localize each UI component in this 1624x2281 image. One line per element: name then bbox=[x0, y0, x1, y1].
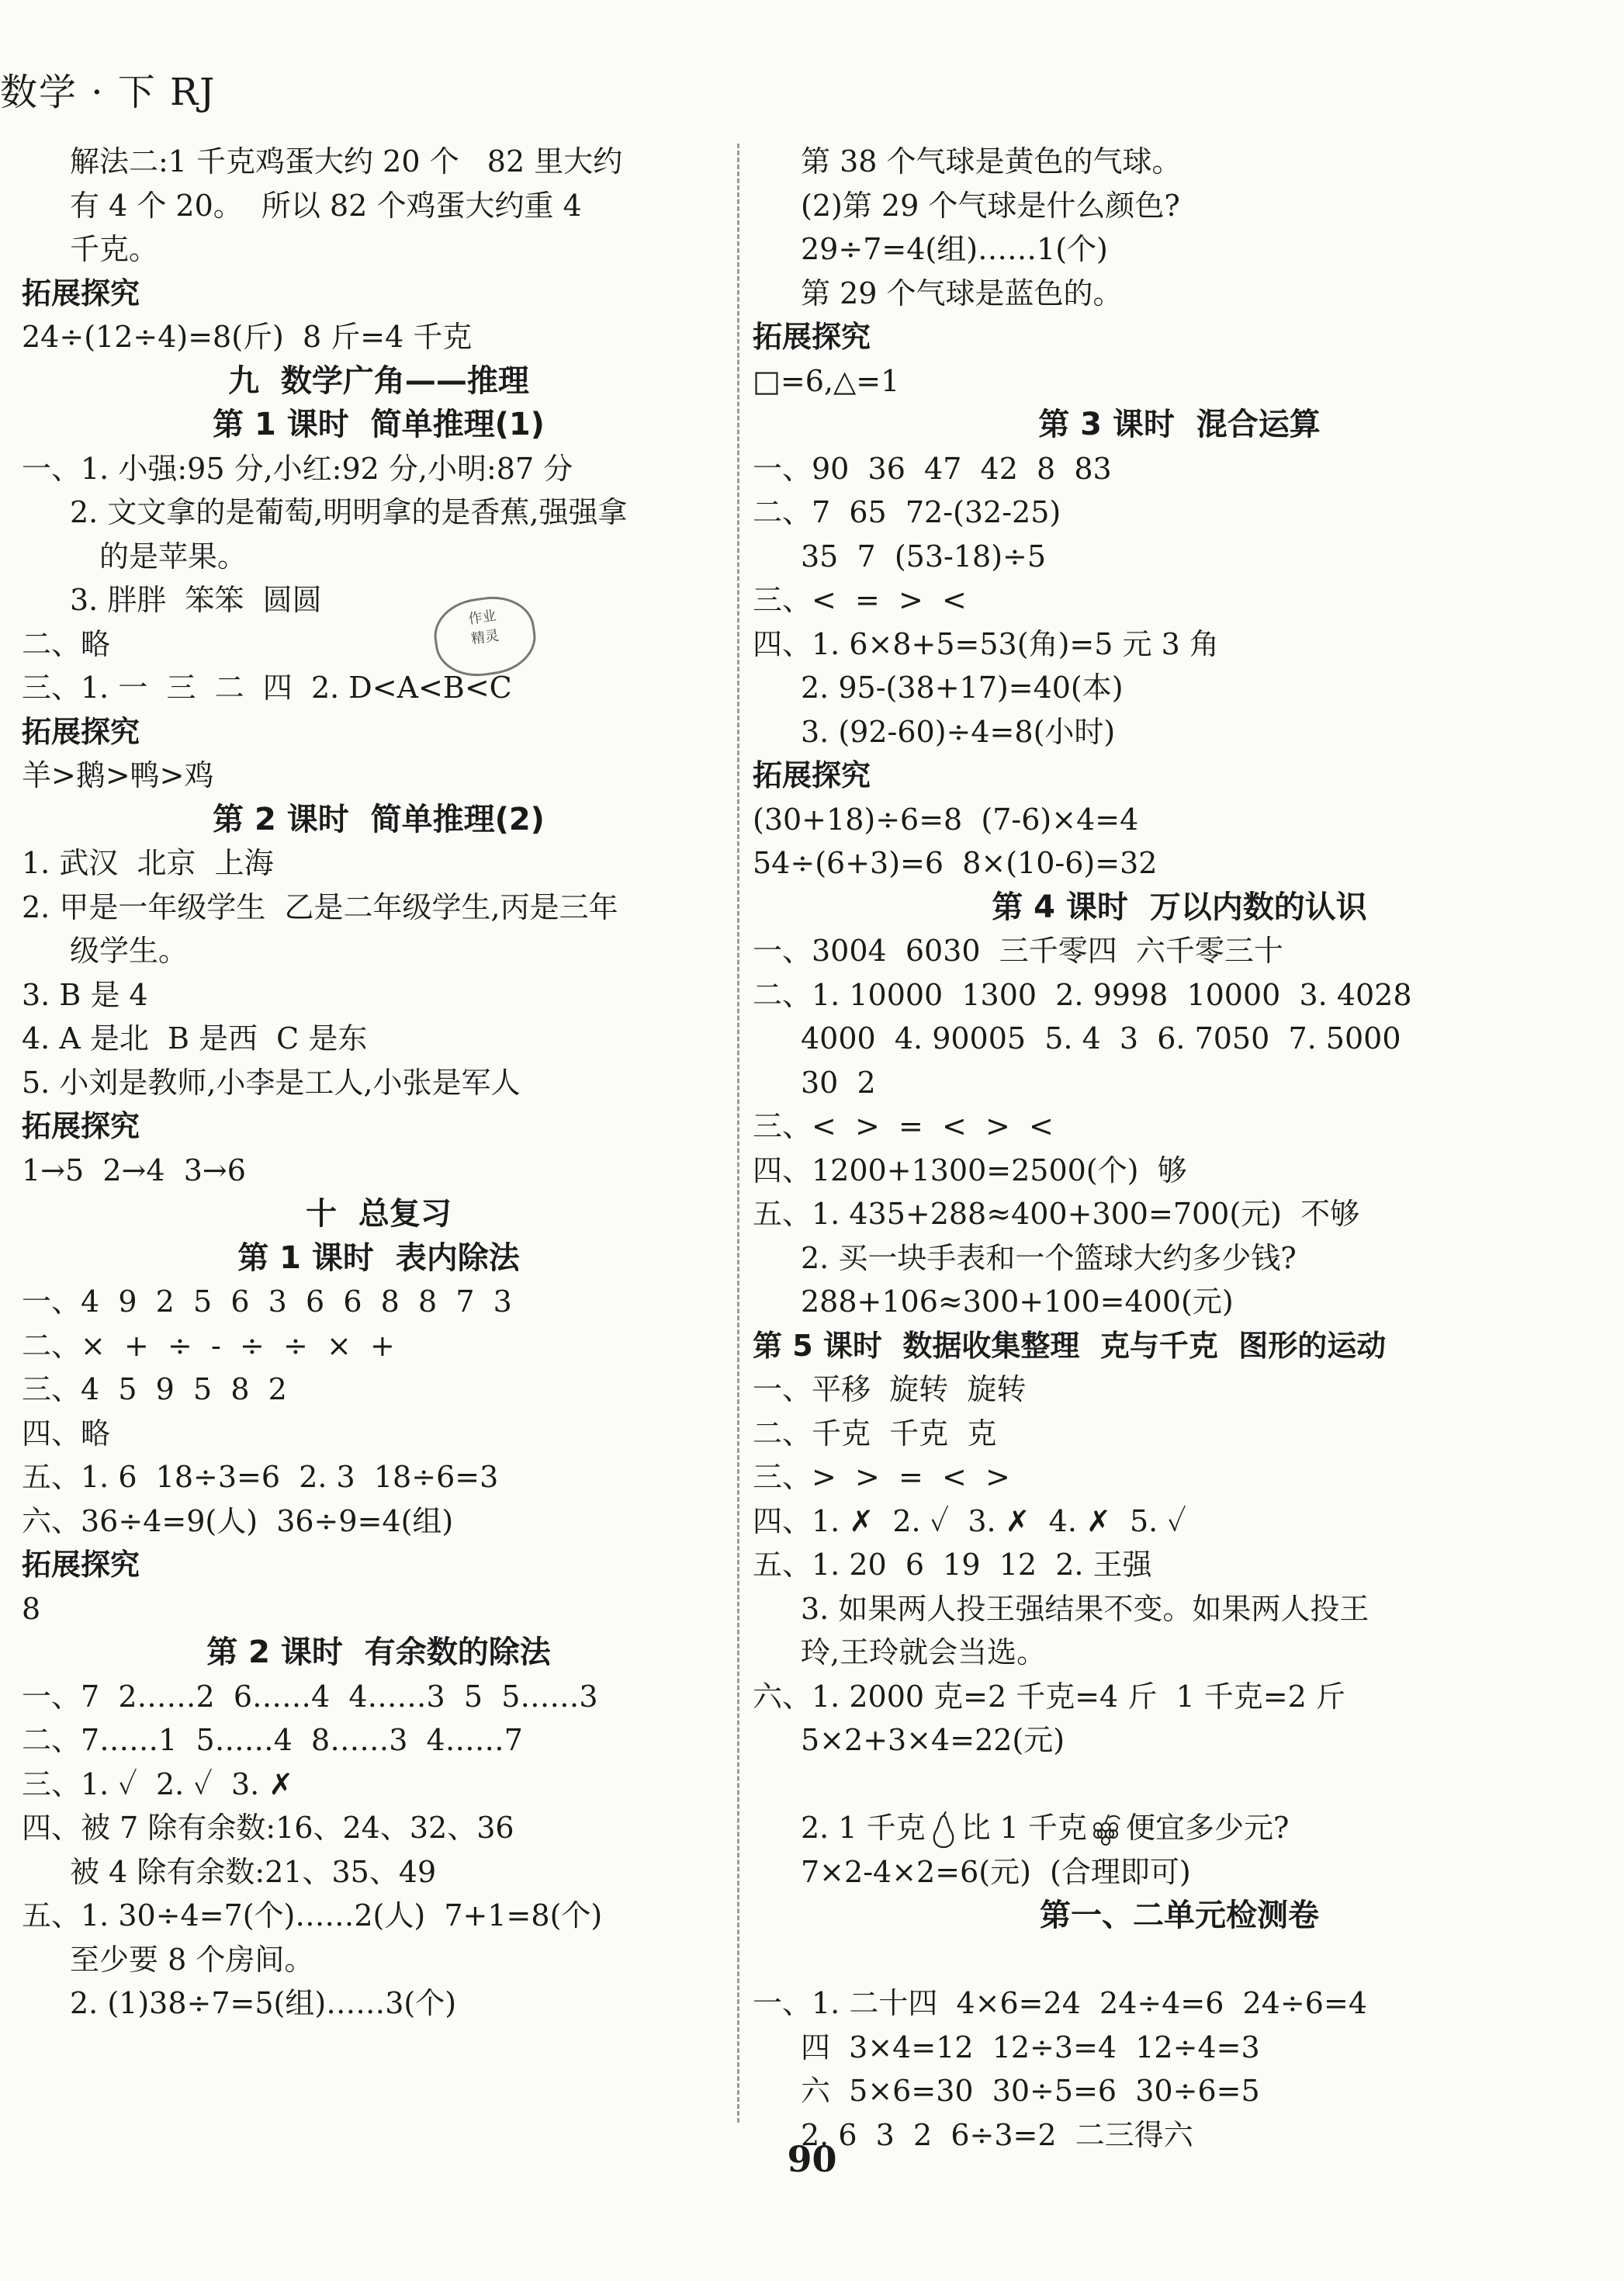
answer-line: 288+106≈300+100=400(元) bbox=[801, 1284, 1234, 1319]
answer-line: 千克。 bbox=[70, 232, 159, 266]
grapes-icon bbox=[1087, 1811, 1126, 1845]
section-heading: 拓展探究 bbox=[22, 276, 140, 310]
answer-line: 8 bbox=[22, 1591, 41, 1626]
answer-line: 二、× + ÷ - ÷ ÷ × + bbox=[22, 1328, 395, 1363]
answer-line: 四、被 7 除有余数:16、24、32、36 bbox=[22, 1811, 514, 1845]
answer-line: 有 4 个 20。 所以 82 个鸡蛋大约重 4 bbox=[70, 188, 582, 223]
left-column bbox=[22, 140, 736, 2026]
answer-line: 二、略 bbox=[22, 626, 111, 661]
answer-line: 解法二:1 千克鸡蛋大约 20 个 82 里大约 bbox=[70, 144, 623, 179]
section-heading: 第 5 课时 数据收集整理 克与千克 图形的运动 bbox=[753, 1328, 1387, 1363]
answer-line: 30 2 bbox=[801, 1065, 876, 1100]
answer-line: 一、平移 旋转 旋转 bbox=[753, 1372, 1027, 1406]
answer-line: 五、1. 435+288≈400+300=700(元) 不够 bbox=[753, 1197, 1360, 1231]
stamp-line2: 精灵 bbox=[469, 627, 500, 648]
section-heading: 拓展探究 bbox=[753, 320, 871, 354]
special-part2: 比 1 千克 bbox=[961, 1811, 1087, 1845]
answer-line: 四、略 bbox=[22, 1416, 111, 1451]
answer-line: 的是苹果。 bbox=[99, 539, 248, 574]
answer-line: 玲,王玲就会当选。 bbox=[801, 1635, 1047, 1669]
answer-line: 35 7 (53-18)÷5 bbox=[801, 539, 1047, 574]
section-title: 第 4 课时 万以内数的认识 bbox=[992, 889, 1367, 925]
answer-line: 3. B 是 4 bbox=[22, 977, 148, 1012]
answer-line: 六、1. 2000 克=2 千克=4 斤 1 千克=2 斤 bbox=[753, 1679, 1345, 1714]
answer-line: 四、1. 6×8+5=53(角)=5 元 3 角 bbox=[753, 626, 1219, 661]
answer-line: 1. 武汉 北京 上海 bbox=[22, 846, 274, 880]
answer-line: 2. 买一块手表和一个篮球大约多少钱? bbox=[801, 1240, 1297, 1275]
answer-line: 5. 小刘是教师,小李是工人,小张是军人 bbox=[22, 1065, 521, 1100]
section-title: 十 总复习 bbox=[306, 1196, 452, 1232]
section-title: 九 数学广角——推理 bbox=[228, 362, 529, 399]
answer-line: 2. 文文拿的是葡萄,明明拿的是香蕉,强强拿 bbox=[70, 495, 628, 529]
answer-line: 三、> > = < > bbox=[753, 1460, 1010, 1494]
answer-line: 2. (1)38÷7=5(组)……3(个) bbox=[70, 1986, 457, 2020]
answer-line: 被 4 除有余数:21、35、49 bbox=[70, 1854, 437, 1889]
section-heading: 拓展探究 bbox=[22, 1548, 140, 1582]
answer-line: 4. A 是北 B 是西 C 是东 bbox=[22, 1021, 368, 1056]
answer-line: (30+18)÷6=8 (7-6)×4=4 bbox=[753, 802, 1139, 837]
answer-line: 二、7……1 5……4 8……3 4……7 bbox=[22, 1723, 523, 1757]
answer-line: 第 29 个气球是蓝色的。 bbox=[801, 276, 1123, 310]
answer-line: 一、1. 二十四 4×6=24 24÷4=6 24÷6=4 bbox=[753, 1986, 1367, 2020]
pear-icon bbox=[926, 1811, 961, 1845]
answer-line: 三、< > = < > < bbox=[753, 1109, 1054, 1143]
right-column bbox=[753, 140, 1606, 2157]
section-title: 第 3 课时 混合运算 bbox=[1038, 407, 1321, 442]
answer-line: 24÷(12÷4)=8(斤) 8 斤=4 千克 bbox=[22, 320, 473, 354]
answer-line: 四 3×4=12 12÷3=4 12÷4=3 bbox=[801, 2030, 1260, 2064]
answer-line: 至少要 8 个房间。 bbox=[70, 1942, 314, 1977]
answer-line: 一、4 9 2 5 6 3 6 6 8 8 7 3 bbox=[22, 1284, 512, 1319]
answer-line: 3. 如果两人投王强结果不变。如果两人投王 bbox=[801, 1591, 1369, 1626]
answer-line: 六、36÷4=9(人) 36÷9=4(组) bbox=[22, 1503, 454, 1538]
page-header: 数学 · 下 RJ bbox=[0, 71, 216, 114]
answer-line: 五、1. 6 18÷3=6 2. 3 18÷6=3 bbox=[22, 1460, 499, 1494]
section-title: 第 2 课时 有余数的除法 bbox=[206, 1634, 551, 1670]
answer-line: 三、< = > < bbox=[753, 583, 967, 617]
section-title: 第 1 课时 简单推理(1) bbox=[213, 407, 545, 442]
answer-line: 四、1. ✗ 2. ✓ 3. ✗ 4. ✗ 5. ✓ bbox=[753, 1503, 1186, 1538]
section-title: 第 2 课时 简单推理(2) bbox=[213, 801, 545, 837]
answer-line: 3. 胖胖 笨笨 圆圆 bbox=[70, 583, 322, 617]
answer-line: □=6,△=1 bbox=[753, 363, 900, 398]
section-heading: 拓展探究 bbox=[22, 1109, 140, 1143]
answer-line: 3. (92-60)÷4=8(小时) bbox=[801, 714, 1116, 749]
answer-line: 级学生。 bbox=[70, 934, 189, 968]
answer-line: 4000 4. 90005 5. 4 3 6. 7050 7. 5000 bbox=[801, 1021, 1401, 1056]
text-line-with-fruit-icons bbox=[753, 1806, 1606, 1850]
answer-line: 1→5 2→4 3→6 bbox=[22, 1153, 246, 1187]
answer-line: 一、3004 6030 三千零四 六千零三十 bbox=[753, 934, 1283, 968]
answer-line: 二、7 65 72-(32-25) bbox=[753, 495, 1061, 529]
answer-line: (2)第 29 个气球是什么颜色? bbox=[801, 188, 1180, 223]
page-number: 90 bbox=[787, 2138, 837, 2180]
answer-line: 7×2-4×2=6(元) (合理即可) bbox=[801, 1854, 1191, 1889]
answer-line: 54÷(6+3)=6 8×(10-6)=32 bbox=[753, 846, 1158, 880]
section-title: 第 1 课时 表内除法 bbox=[237, 1239, 520, 1276]
answer-line bbox=[753, 1763, 1606, 1807]
answer-line: 二、千克 千克 克 bbox=[753, 1416, 997, 1451]
answer-line: 三、4 5 9 5 8 2 bbox=[22, 1372, 287, 1406]
section-heading: 拓展探究 bbox=[22, 714, 140, 749]
answer-line: 2. 6 3 2 6÷3=2 二三得六 bbox=[801, 2117, 1193, 2152]
special-part3: 便宜多少元? bbox=[1125, 1811, 1290, 1845]
column-divider bbox=[737, 144, 739, 2123]
answer-line: 三、1. 一 三 二 四 2. D<A<B<C bbox=[22, 671, 512, 705]
answer-line: 三、1. ✓ 2. ✓ 3. ✗ bbox=[22, 1766, 294, 1801]
answer-line: 29÷7=4(组)……1(个) bbox=[801, 232, 1108, 266]
answer-line: 五、1. 20 6 19 12 2. 王强 bbox=[753, 1548, 1152, 1582]
stamp-line1: 作业 bbox=[467, 607, 497, 628]
answer-line: 四、1200+1300=2500(个) 够 bbox=[753, 1153, 1187, 1187]
special-part1: 2. 1 千克 bbox=[801, 1811, 926, 1845]
answer-line: 二、1. 10000 1300 2. 9998 10000 3. 4028 bbox=[753, 977, 1412, 1012]
answer-line: 羊>鹅>鸭>鸡 bbox=[22, 758, 214, 792]
section-heading: 拓展探究 bbox=[753, 758, 871, 792]
answer-line: 2. 甲是一年级学生 乙是二年级学生,丙是三年 bbox=[22, 889, 618, 924]
answer-line: 一、1. 小强:95 分,小红:92 分,小明:87 分 bbox=[22, 451, 573, 486]
answer-line: 2. 95-(38+17)=40(本) bbox=[801, 671, 1124, 705]
answer-line: 第 38 个气球是黄色的气球。 bbox=[801, 144, 1182, 179]
answer-line: 一、90 36 47 42 8 83 bbox=[753, 451, 1112, 486]
answer-line: 六 5×6=30 30÷5=6 30÷6=5 bbox=[801, 2074, 1260, 2108]
answer-line: 五、1. 30÷4=7(个)……2(人) 7+1=8(个) bbox=[22, 1898, 603, 1933]
answer-line: 一、7 2……2 6……4 4……3 5 5……3 bbox=[22, 1679, 598, 1714]
section-title: 第一、二单元检测卷 bbox=[1040, 1898, 1319, 1933]
answer-line: 5×2+3×4=22(元) bbox=[801, 1723, 1065, 1757]
answer-line bbox=[753, 1938, 1606, 1982]
